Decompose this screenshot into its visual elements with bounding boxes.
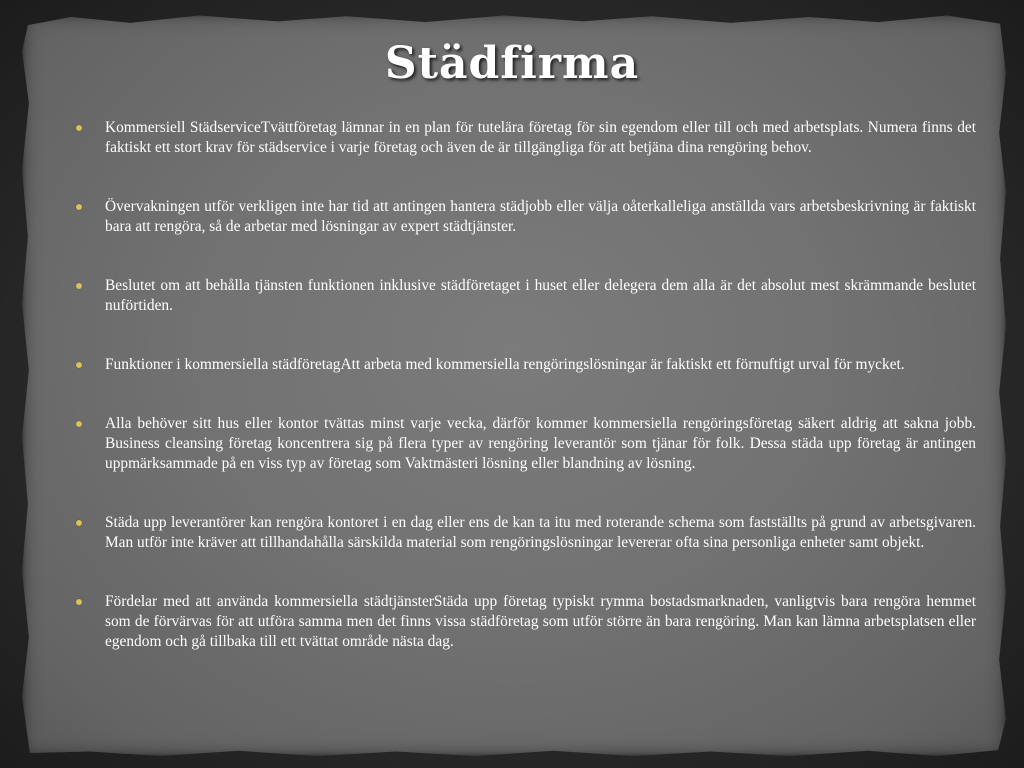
bullet-icon <box>76 421 82 427</box>
bullet-item <box>76 276 976 316</box>
bullet-item <box>76 414 976 474</box>
bullet-item <box>76 118 976 158</box>
bullet-icon <box>76 520 82 526</box>
bullet-icon <box>76 125 82 131</box>
bullet-item <box>76 355 976 375</box>
bullet-text: Alla behöver sitt hus eller kontor tvättas minst varje vecka, därför kommer kommersiella rengöringsföretag säkert aldrig att sakna jobb. Business cleansing företag koncentrera sig på flera typer av rengöring leverantör som tjänar för folk. Dessa städa upp företag är antingen uppmärksammade på en viss typ av företag som Vaktmästeri lösning eller blandning av lösning. <box>105 415 976 472</box>
bullet-text: Städa upp leverantörer kan rengöra kontoret i en dag eller ens de kan ta itu med roterande schema som fastställts på grund av arbetsgivaren. Man utför inte kräver att tillhandahålla särskilda material som rengöringslösningar levererar ofta sina personliga enheter samt objekt. <box>105 514 976 551</box>
bullet-text: Fördelar med att använda kommersiella städtjänsterStäda upp företag typiskt rymma bostadsmarknaden, vanligtvis bara rengöra hemmet som de förvärvas för att utföra samma men det finns vissa städföretag som utför större än bara rengöring. Man kan lämna arbetsplatsen eller egendom och gå tillbaka till ett tvättat område nästa dag. <box>105 593 976 650</box>
bullet-text: Beslutet om att behålla tjänsten funktionen inklusive städföretaget i huset eller delegera dem alla är det absolut mest skrämmande beslutet nuförtiden. <box>105 277 976 314</box>
bullet-icon <box>76 362 82 368</box>
bullet-icon <box>76 204 82 210</box>
bullet-icon <box>76 599 82 605</box>
bullet-icon <box>76 283 82 289</box>
bullet-text: Kommersiell StädserviceTvättföretag lämnar in en plan för tutelära företag för sin egendom eller till och med arbetsplats. Numera finns det faktiskt ett stort krav för städservice i varje företag och även de är tillgängliga för att betjäna dina rengöring behov. <box>105 119 976 156</box>
bullet-item <box>76 592 976 652</box>
bullet-text: Övervakningen utför verkligen inte har tid att antingen hantera städjobb eller välja oåterkalleliga anställda vars arbetsbeskrivning är faktiskt bara att rengöra, så de arbetar med lösningar av expert städtjänster. <box>105 198 976 235</box>
bullet-item <box>76 513 976 553</box>
bullet-list <box>76 118 976 652</box>
bullet-item <box>76 197 976 237</box>
slide-title: Städfirma <box>384 38 640 89</box>
bullet-text: Funktioner i kommersiella städföretagAtt arbeta med kommersiella rengöringslösningar är faktiskt ett förnuftigt urval för mycket. <box>105 356 905 373</box>
